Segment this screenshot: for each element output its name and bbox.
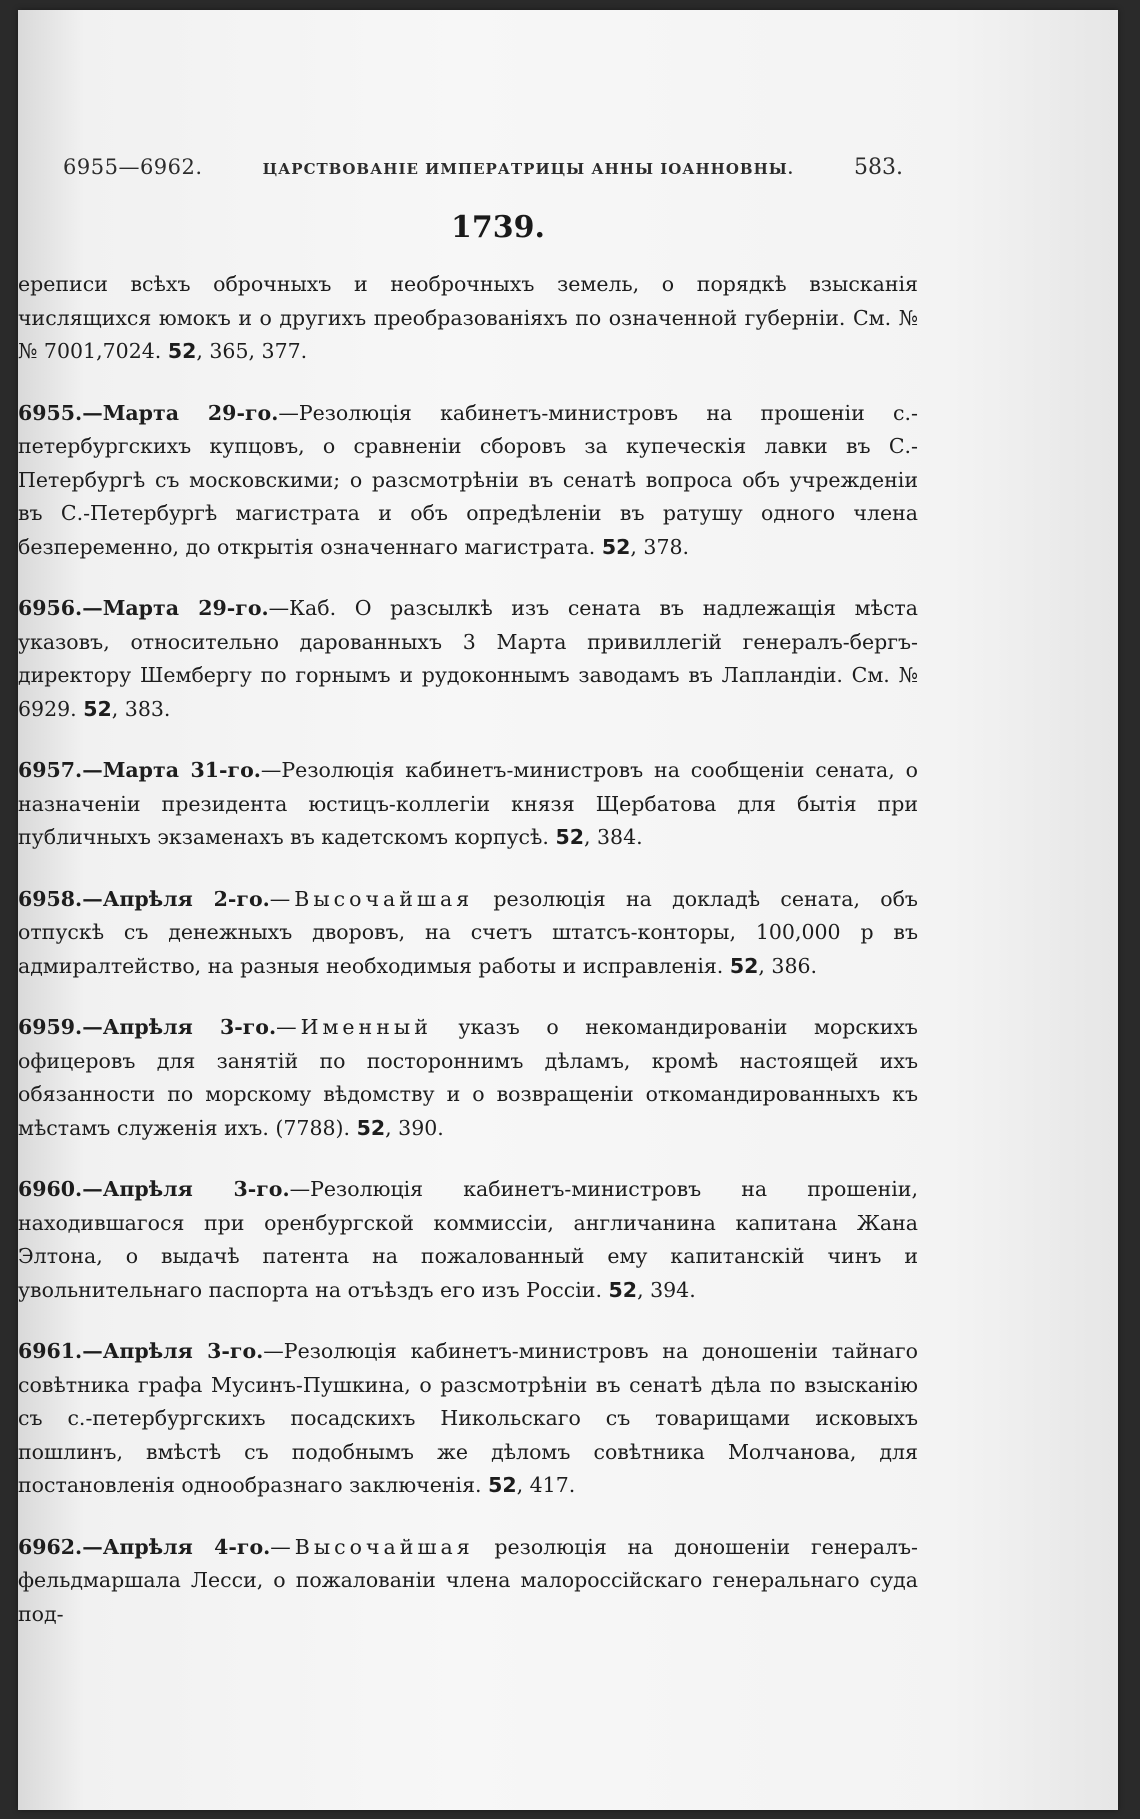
entry-number: 6955.	[18, 400, 83, 425]
entry-date: —Апрѣля 3-го.	[82, 1339, 264, 1363]
ref-volume: 52	[83, 696, 112, 721]
entry	[18, 397, 918, 565]
book-page	[18, 10, 1118, 1810]
entry-text: —Резолюція кабинетъ-министровъ на прошеніи, находившагося при оренбургской коммиссіи, англичанина капитана Жана Элтона, о выдачѣ патента на пожалованный ему капитанскій чинъ и увольнительнаго паспорта на отъѣздъ его изъ Россіи.	[18, 1177, 918, 1302]
entry-date: —Апрѣля 3-го.	[82, 1015, 277, 1039]
entry-text: резолюція на докладѣ сената, объ отпускѣ съ денежныхъ дворовъ, на счетъ штатсъ-конторы, 100,000 р въ адмиралтейство, на разныя необходимыя работы и исправленія.	[18, 886, 918, 978]
entry	[18, 1173, 918, 1307]
entry-text: —Резолюція кабинетъ-министровъ на сообщеніи сената, о назначеніи президента юстицъ-коллегіи князя Щербатова для бытія при публичныхъ экзаменахъ въ кадетскомъ корпусѣ.	[18, 758, 918, 849]
entry	[18, 883, 918, 984]
entry-date: —Марта 29-го.	[82, 596, 269, 620]
ref-volume: 52	[729, 953, 759, 978]
entry-date: —Апрѣля 4-го.	[82, 1534, 271, 1559]
ref-volume: 52	[167, 339, 197, 363]
entry-text: —Каб. О разсылкѣ изъ сената въ надлежащія мѣста указовъ, относительно дарованныхъ 3 Марта привиллегій генералъ-бергъ-директору Шембергу по горнымъ и рудоконнымъ заводамъ въ Лапландіи. См. № 6929.	[18, 596, 918, 721]
reign-title: ЦАРСТВОВАНІЕ ИМПЕРАТРИЦЫ АННЫ ІОАННОВНЫ.	[262, 160, 794, 178]
entry-date: —Апрѣля 2-го.	[82, 886, 270, 911]
continued-paragraph	[18, 268, 918, 369]
entry-number: 6957.	[18, 758, 83, 782]
ref-pages: , 386.	[758, 953, 818, 978]
page-number: 583.	[854, 155, 903, 180]
ref-pages: , 378.	[630, 534, 690, 559]
entry	[18, 592, 918, 726]
continued-text: ерепиcи всѣхъ оброчныхъ и необрочныхъ земель, о порядкѣ взысканія числящихся юмокъ и о другихъ преобразованіяхъ по означенной губерніи. См. №№ 7001,7024.	[18, 272, 918, 363]
ref-volume: 52	[356, 1115, 386, 1140]
entry-number: 6958.	[18, 886, 83, 911]
ref-volume: 52	[608, 1277, 638, 1302]
running-header	[63, 155, 903, 180]
entry-date: —Марта 29-го.	[82, 400, 279, 425]
ref-volume: 52	[555, 825, 584, 849]
ref-volume: 52	[488, 1473, 517, 1497]
entry-number: 6956.	[18, 596, 83, 620]
ref-volume: 52	[601, 534, 631, 559]
ref-pages: , 417.	[516, 1473, 576, 1497]
entry-text: —Резолюція кабинетъ-министровъ на доношеніи тайнаго совѣтника графа Мусинъ-Пушкина, о разсмотрѣніи въ сенатѣ дѣла по взысканію съ с.-петербургскихъ посадскихъ Никольскаго съ товарищами исковыхъ пошлинъ, вмѣстѣ съ подобнымъ же дѣломъ совѣтника Молчанова, для постановленія однообразнаго заключенія.	[18, 1339, 918, 1497]
page-body	[18, 268, 918, 1652]
ref-pages: , 390.	[385, 1115, 444, 1140]
ref-pages: , 384.	[583, 825, 643, 849]
entry-number: 6961.	[18, 1339, 83, 1363]
ref-pages: , 394.	[637, 1277, 696, 1302]
entry-date: —Марта 31-го.	[82, 758, 261, 782]
entry	[18, 1335, 918, 1503]
entry-number: 6959.	[18, 1015, 83, 1039]
entry-spaced-word: —Именный	[276, 1015, 432, 1039]
entry-text: указъ о некомандированіи морскихъ офицеровъ для занятій по постороннимъ дѣламъ, кромѣ настоящей ихъ обязанности по морскому вѣдомству и о возвращеніи откомандированныхъ къ мѣстамъ служенія ихъ. (7788).	[18, 1015, 918, 1140]
entry	[18, 754, 918, 855]
ref-pages: , 365, 377.	[196, 339, 308, 363]
entry-text: —Резолюція кабинетъ-министровъ на прошеніи с.-петербургскихъ купцовъ, о сравненіи сборовъ за купеческія лавки въ С.-Петербургѣ съ московскими; о разсмотрѣніи въ сенатѣ вопроса объ учрежденіи въ С.-Петербургѣ магистрата и объ опредѣленіи въ ратушу одного члена безпеременно, до открытія означеннаго магистрата.	[18, 400, 918, 559]
ref-pages: , 383.	[111, 696, 171, 721]
entry-spaced-word: —Высочайшая	[269, 886, 474, 911]
year-heading: 1739.	[451, 210, 545, 245]
entry-range: 6955—6962.	[63, 155, 203, 179]
entry-date: —Апрѣля 3-го.	[82, 1177, 290, 1201]
entry	[18, 1531, 918, 1632]
entry-text: резолюція на доношеніи генералъ-фельдмаршала Лесси, о пожалованіи члена малороссійскаго генеральнаго суда под-	[18, 1534, 918, 1626]
entry-spaced-word: —Высочайшая	[270, 1534, 474, 1559]
entry-number: 6960.	[18, 1177, 83, 1201]
entry-number: 6962.	[18, 1534, 83, 1559]
entry	[18, 1011, 918, 1145]
